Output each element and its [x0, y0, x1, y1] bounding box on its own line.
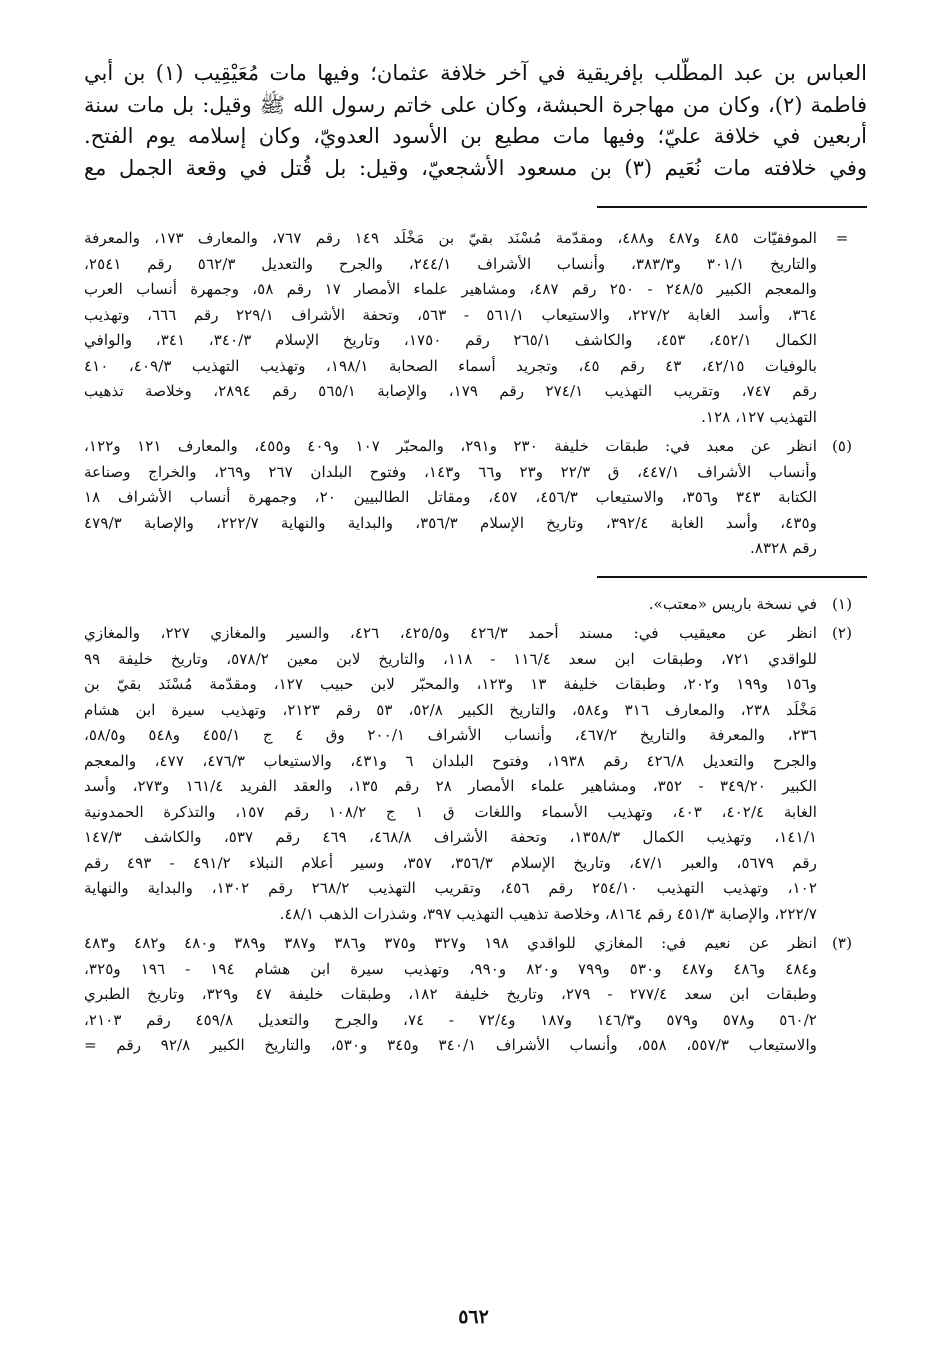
page-number: ٥٦٢	[458, 1306, 489, 1328]
footnote-line: والمعجم الكبير ٢٤٨/٥ - ٢٥٠ رقم ٤٨٧، ومشاهير علماء الأمصار ١٧ رقم ٥٨، وجمهرة أنساب العرب	[84, 280, 817, 298]
main-line: أربعين في خلافة عليّ؛ وفيها مات مطيع بن الأسود العدويّ، وكان إسلامه يوم الفتح.	[84, 124, 867, 148]
footnote-line: انظر عن نعيم في: المغازي للواقدي ١٩٨ و٣٢٧ و٣٧٥ و٣٨٦ و٣٨٧ و٣٨٩ و٤٨٠ و٤٨٢ و٤٨٣	[84, 934, 817, 952]
footnote-continued	[84, 226, 867, 430]
footnote-body	[84, 621, 817, 927]
footnote-line: انظر عن معيقيب في: مسند أحمد ٤٢٦/٣ و٤٢٥/٥، ٤٢٦، والسير والمغازي ٢٢٧، والمغازي	[84, 624, 817, 642]
footnote-body	[84, 592, 817, 618]
footnotes	[84, 592, 867, 1059]
footnote-line: و٤٣٥، وأسد الغابة ٣٩٢/٤، وتاريخ الإسلام ٣٥٦/٣، والبداية والنهاية ٢٢٢/٧، والإصابة ٤٧٩/٣	[84, 513, 817, 532]
footnote-separator	[597, 206, 867, 208]
footnote-line: والتاريخ ٣٠١/١ و٣٨٣/٣، وأنساب الأشراف ٢٤٤/١، والجرح والتعديل ٥٦٢/٣ رقم ٢٥٤١،	[84, 254, 817, 273]
footnote-body	[84, 226, 817, 430]
footnote-line: ٢٣٦، والمعرفة والتاريخ ٤٦٧/٢، وأنساب الأشراف ٢٠٠/١ وق ٤ ج ٤٥٥/١ و٥٤٨ و٥٨/٥،	[84, 726, 817, 744]
footnote-line: الكبير ٣٤٩/٢٠ - ٣٥٢، ومشاهير علماء الأمصار ٢٨ رقم ١٣٥، والعقد الفريد ١٦١/٤ و٢٧٣، وأسد	[84, 777, 817, 795]
footnote-line: رقم ٨٣٢٨.	[750, 539, 817, 557]
footnote-2	[84, 621, 867, 927]
main-line: العباس بن عبد المطّلب بإفريقية في آخر خلافة عثمان؛ وفيها مات مُعَيْقِيب (١) بن أبي	[84, 61, 867, 85]
footnote-line: ٥٦٠/٢ و٥٧٨ و٥٧٩ و١٤٦/٣ و١٨٧ و٧٢/٤ - ٧٤، والجرح والتعديل ٤٥٩/٨ رقم ٢١٠٣،	[84, 1010, 817, 1029]
main-line: وفي خلافته مات نُعَيم (٣) بن مسعود الأشجعيّ، وقيل: بل قُتل في وقعة الجمل مع	[84, 155, 867, 180]
footnote-line: رقم ٧٤٧، وتقريب التهذيب ٢٧٤/١ رقم ١٧٩، والإصابة ٥٦٥/١ رقم ٢٨٩٤، وخلاصة تذهيب	[84, 382, 817, 400]
footnote-line: و١٥٦ و١٩٩ و٢٠٢، وطبقات خليفة ١٣ و١٢٣، والمحبّر لابن حبيب ١٢٧، ومقدّمة مُسْنَد بقيّ بن	[84, 675, 817, 693]
footnote-line: ٢٢٢/٧، والإصابة ٤٥١/٣ رقم ٨١٦٤، وخلاصة تذهيب التهذيب ٣٩٧، وشذرات الذهب ٤٨/١.	[279, 904, 817, 923]
footnote-separator	[597, 576, 867, 578]
footnote-marker: (٢)	[831, 624, 853, 642]
main-body-text	[84, 58, 867, 184]
footnote-body	[84, 434, 817, 562]
footnote-5	[84, 434, 867, 562]
footnote-line: للواقدي ٧٢١، وطبقات ابن سعد ١١٦/٤ - ١١٨، والتاريخ لابن معين ٥٧٨/٢، وتاريخ خليفة ٩٩	[84, 649, 817, 668]
footnote-line: التهذيب ١٢٧، ١٢٨.	[701, 407, 817, 426]
footnote-line: ١٤١/١، وتهذيب الكمال ١٣٥٨/٣، وتحفة الأشراف ٤٦٨/٨، ٤٦٩ رقم ٥٣٧، والكاشف ١٤٧/٣	[84, 828, 817, 846]
main-line: فاطمة (٢)، وكان من مهاجرة الحبشة، وكان على خاتم رسول الله ﷺ وقيل: بل مات سنة	[84, 92, 867, 117]
footnote-line: و٤٨٤ و٤٨٦ و٤٨٧ و٥٣٠ و٧٩٩ و٨٢٠ و٩٩٠، وتهذيب سيرة ابن هشام ١٩٤ - ١٩٦ و٣٢٥،	[84, 959, 817, 978]
footnote-line: في نسخة باريس «معتب».	[648, 594, 817, 613]
footnote-line: الكمال ٤٥٢/١، ٤٥٣، والكاشف ٢٦٥/١ رقم ١٧٥٠، وتاريخ الإسلام ٣٤٠/٣، ٣٤١، والوافي	[84, 331, 817, 349]
footnote-1	[84, 592, 867, 618]
footnote-line: ٣٦٤، وأسد الغابة ٢٢٧/٢، والاستيعاب ٥٦١/١ - ٥٦٣، وتحفة الأشراف ٢٢٩/١ رقم ٦٦٦، وتهذيب	[84, 305, 817, 324]
footnote-line: والاستيعاب ٥٥٧/٣، ٥٥٨، وأنساب الأشراف ٣٤٠/١ و٣٤٥ و٥٣٠، والتاريخ الكبير ٩٢/٨ رقم =	[84, 1036, 817, 1054]
footnote-line: والجرح والتعديل ٤٢٦/٨ رقم ١٩٣٨، وفتوح البلدان ٦ و٤٣١، والاستيعاب ٤٧٦/٣، ٤٧٧، والمعجم	[84, 751, 817, 770]
footnote-marker: (١)	[831, 594, 853, 613]
footnote-marker: =	[835, 229, 849, 247]
footnote-line: رقم ٥٦٧٩، والعبر ٤٧/١، وتاريخ الإسلام ٣٥٦/٣، ٣٥٧، وسير أعلام النبلاء ٤٩١/٢ - ٤٩٣ رقم	[84, 853, 817, 872]
footnote-line: مَخْلَد ٢٣٨، والمعارف ٣١٦ و٥٨٤، والتاريخ الكبير ٥٢/٨، ٥٣ رقم ٢١٢٣، وتهذيب سيرة ابن هشام	[84, 700, 817, 719]
footnote-marker: (٥)	[831, 437, 853, 455]
continued-notes	[84, 226, 867, 562]
footnote-line: وطبقات ابن سعد ٢٧٧/٤ - ٢٧٩، وتاريخ خليفة ١٨٢، وطبقات خليفة ٤٧ و٣٢٩، وتاريخ الطبري	[84, 985, 817, 1003]
footnote-line: الغابة ٤٠٢/٤، ٤٠٣، وتهذيب الأسماء واللغات ق ١ ج ١٠٨/٢ رقم ١٥٧، والتذكرة الحمدونية	[84, 802, 817, 821]
footnote-3	[84, 931, 867, 1059]
footnote-line: ١٠٢، وتهذيب التهذيب ٢٥٤/١٠ رقم ٤٥٦، وتقريب التهذيب ٢٦٨/٢ رقم ١٣٠٢، والبداية والنهاية	[84, 879, 817, 897]
footnote-line: وأنساب الأشراف ٤٤٧/١، ق ٢٢/٣ و٢٣ و٦٦ و١٤٣، وفتوح البلدان ٢٦٧ و٢٦٩، والخراج وصناعة	[84, 462, 817, 481]
footnote-body	[84, 931, 817, 1059]
footnote-marker: (٣)	[831, 934, 853, 952]
footnote-line: الموفقيّات ٤٨٥ و٤٨٧ و٤٨٨، ومقدّمة مُسْنَد بقيّ بن مَخْلَد ١٤٩ رقم ٧٦٧، والمعارف ١٧٣، والمعرفة	[84, 229, 817, 247]
footnote-line: الكتابة ٣٤٣ و٣٥٦، والاستيعاب ٤٥٦/٣، ٤٥٧، ومقاتل الطالبيين ٢٠، وجمهرة أنساب الأشراف ١٨	[84, 488, 817, 506]
footnote-line: بالوفيات ٤٢/١٥، ٤٣ رقم ٤٥، وتجريد أسماء الصحابة ١٩٨/١، وتهذيب التهذيب ٤٠٩/٣، ٤١٠	[84, 356, 817, 375]
footnote-line: انظر عن معبد في: طبقات خليفة ٢٣٠ و٢٩١، والمحبّر ١٠٧ و٤٠٩ و٤٥٥، والمعارف ١٢١ و١٢٢،	[84, 437, 817, 455]
